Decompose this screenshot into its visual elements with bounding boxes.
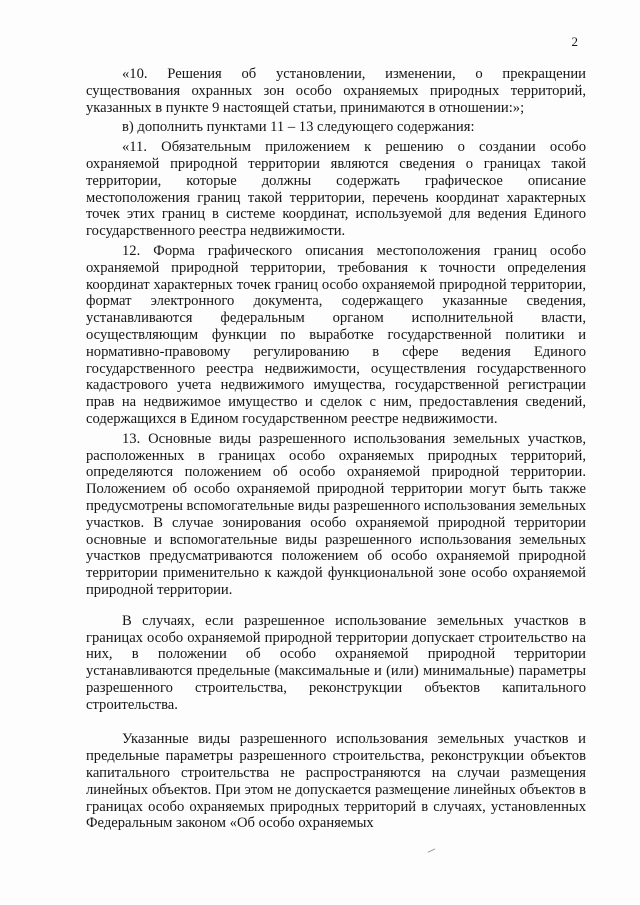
scan-artifact-mark: [428, 848, 437, 855]
page-number: 2: [571, 34, 578, 49]
paragraph-add-items-intro: в) дополнить пунктами 11 – 13 следующего содержания:: [122, 119, 475, 136]
paragraph-item-12: 12. Форма графического описания местоположения границ особо охраняемой природной территории, требования к точности определения координат характерных точек границ особо охраняемой природной территории, формат электронного документа, содержащего указанные сведения, устанавливаются федеральным органом исполнительной власти, осуществляющим функции по выработке государственной политики и нормативно-правовому регулированию в сфере ведения Единого государственного реестра недвижимости, осуществления государственного кадастрового учета недвижимого имущества, государственной регистрации прав на недвижимое имущество и сделок с ним, предоставления сведений, содержащихся в Едином государственном реестре недвижимости.: [86, 242, 586, 427]
paragraph-construction-parameters: В случаях, если разрешенное использование земельных участков в границах особо охраняемой природной территории допускает строительство на них, в положении об особо охраняемой природной территории устанавливаются предельные (максимальные и (или) минимальные) параметры разрешенного строительства, реконструкции объектов капитального строительства.: [86, 612, 586, 713]
document-body: [86, 66, 586, 832]
paragraph-item-13: 13. Основные виды разрешенного использования земельных участков, расположенных в границах особо охраняемых природных территорий, определяются положением об особо охраняемой природной территории. Положением об особо охраняемой природной территории могут быть также предусмотрены вспомогательные виды разрешенного использования земельных участков. В случае зонирования особо охраняемой природной территории основные и вспомогательные виды разрешенного использования земельных участков предусматриваются положением об особо охраняемой природной территории применительно к каждой функциональной зоне особо охраняемой природной территории.: [86, 430, 586, 598]
paragraph-linear-objects: Указанные виды разрешенного использования земельных участков и предельные параметры разрешенного строительства, реконструкции объектов капитального строительства не распространяются на случаи размещения линейных объектов. При этом не допускается размещение линейных объектов в границах особо охраняемых природных территорий в случаях, установленных Федеральным законом «Об особо охраняемых: [86, 731, 586, 832]
paragraph-item-11: «11. Обязательным приложением к решению о создании особо охраняемой природной территории являются сведения о границах такой территории, которые должны содержать графическое описание местоположения границ такой территории, перечень координат характерных точек этих границ в системе координат, используемой для ведения Единого государственного реестра недвижимости.: [86, 139, 586, 240]
paragraph-amendment-10: «10. Решения об установлении, изменении, о прекращении существования охранных зон особо охраняемых природных территорий, указанных в пункте 9 настоящей статьи, принимаются в отношении:»;: [86, 66, 586, 116]
